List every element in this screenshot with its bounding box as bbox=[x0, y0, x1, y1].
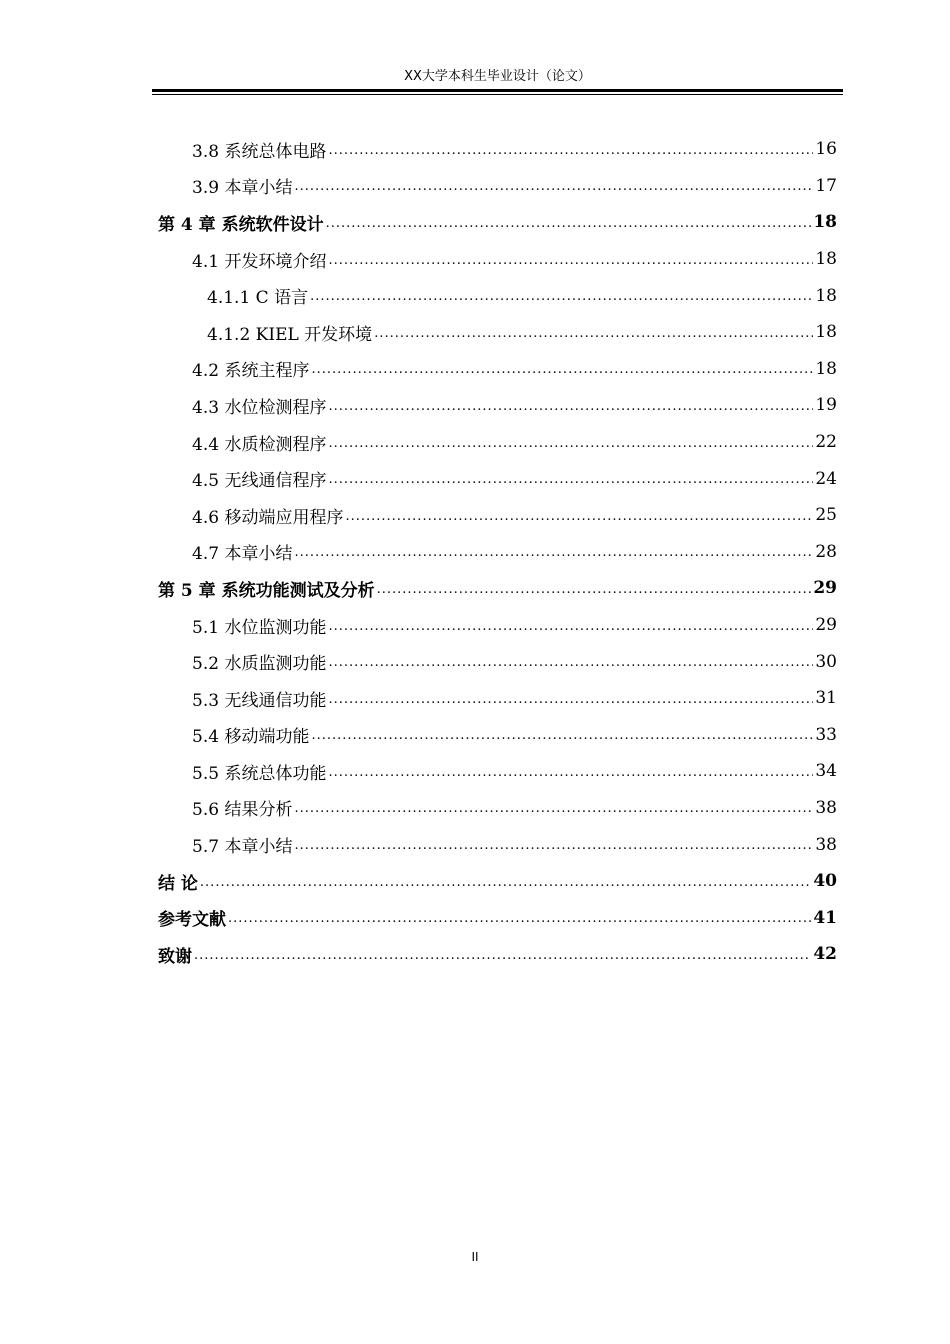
toc-entry[interactable] bbox=[158, 899, 837, 936]
toc-entry-page: 25 bbox=[815, 505, 837, 526]
toc-entry-page: 18 bbox=[815, 358, 837, 379]
page-header-title: XX大学本科生毕业设计（论文） bbox=[404, 69, 591, 84]
toc-entry-label: 第 5 章 系统功能测试及分析 bbox=[158, 580, 375, 601]
toc-entry-page: 34 bbox=[815, 761, 837, 782]
toc-dot-leader bbox=[194, 948, 811, 963]
toc-entry[interactable] bbox=[158, 131, 837, 168]
toc-entry-label: 4.1 开发环境介绍 bbox=[192, 251, 327, 272]
toc-entry-page: 28 bbox=[815, 541, 837, 562]
toc-entry[interactable] bbox=[158, 168, 837, 205]
toc-entry-label: 5.3 无线通信功能 bbox=[192, 690, 327, 711]
toc-entry[interactable] bbox=[158, 717, 837, 754]
toc-entry-page: 38 bbox=[815, 834, 837, 855]
toc-entry[interactable] bbox=[158, 607, 837, 644]
toc-entry[interactable] bbox=[158, 387, 837, 424]
toc-entry-page: 29 bbox=[815, 615, 837, 636]
toc-dot-leader bbox=[328, 253, 813, 268]
toc-entry-label: 4.1.1 C 语言 bbox=[207, 288, 309, 309]
toc-entry-page: 33 bbox=[815, 724, 837, 745]
toc-dot-leader bbox=[328, 619, 813, 634]
toc-entry-label: 第 4 章 系统软件设计 bbox=[158, 214, 324, 235]
toc-dot-leader bbox=[310, 289, 813, 304]
toc-dot-leader bbox=[328, 472, 813, 487]
toc-entry-label: 4.4 水质检测程序 bbox=[192, 434, 327, 455]
toc-dot-leader bbox=[328, 399, 813, 414]
toc-entry[interactable] bbox=[158, 863, 837, 900]
toc-entry-page: 18 bbox=[815, 249, 837, 270]
table-of-contents bbox=[158, 131, 837, 973]
toc-entry-label: 4.7 本章小结 bbox=[192, 544, 293, 565]
toc-entry-page: 22 bbox=[815, 432, 837, 453]
toc-entry-label: 5.7 本章小结 bbox=[192, 837, 293, 858]
toc-entry[interactable] bbox=[158, 277, 837, 314]
toc-dot-leader bbox=[328, 436, 813, 451]
toc-entry[interactable] bbox=[158, 424, 837, 461]
toc-dot-leader bbox=[328, 655, 813, 670]
toc-entry-page: 41 bbox=[813, 907, 837, 928]
toc-entry-page: 42 bbox=[813, 944, 837, 965]
toc-dot-leader bbox=[311, 728, 813, 743]
toc-entry-label: 4.2 系统主程序 bbox=[192, 361, 310, 382]
toc-dot-leader bbox=[294, 801, 813, 816]
toc-entry-page: 18 bbox=[813, 212, 837, 233]
toc-entry[interactable] bbox=[158, 753, 837, 790]
toc-entry-page: 24 bbox=[815, 468, 837, 489]
toc-dot-leader bbox=[328, 143, 813, 158]
toc-dot-leader bbox=[200, 875, 811, 890]
toc-entry-page: 17 bbox=[815, 175, 837, 196]
toc-entry-label: 5.4 移动端功能 bbox=[192, 727, 310, 748]
toc-dot-leader bbox=[294, 545, 813, 560]
header-rule-thick bbox=[152, 89, 843, 92]
toc-dot-leader bbox=[377, 582, 812, 597]
toc-entry[interactable] bbox=[158, 826, 837, 863]
toc-entry-label: 5.5 系统总体功能 bbox=[192, 763, 327, 784]
toc-entry-page: 18 bbox=[815, 322, 837, 343]
toc-entry-label: 致谢 bbox=[158, 946, 192, 967]
toc-entry-page: 40 bbox=[813, 871, 837, 892]
header-rule-thin bbox=[152, 94, 843, 95]
toc-entry[interactable] bbox=[158, 460, 837, 497]
toc-entry-label: 4.3 水位检测程序 bbox=[192, 397, 327, 418]
toc-entry-page: 29 bbox=[813, 578, 837, 599]
toc-dot-leader bbox=[311, 362, 813, 377]
toc-entry[interactable] bbox=[158, 790, 837, 827]
toc-entry-label: 4.5 无线通信程序 bbox=[192, 471, 327, 492]
toc-dot-leader bbox=[328, 765, 813, 780]
toc-entry-page: 19 bbox=[815, 395, 837, 416]
toc-dot-leader bbox=[294, 838, 813, 853]
toc-dot-leader bbox=[374, 326, 813, 341]
toc-entry-page: 16 bbox=[815, 139, 837, 160]
toc-entry[interactable] bbox=[158, 241, 837, 278]
toc-entry[interactable] bbox=[158, 534, 837, 571]
toc-dot-leader bbox=[328, 692, 813, 707]
toc-entry[interactable] bbox=[158, 497, 837, 534]
toc-entry-label: 结 论 bbox=[158, 873, 198, 894]
toc-entry-label: 3.8 系统总体电路 bbox=[192, 141, 327, 162]
toc-entry[interactable] bbox=[158, 680, 837, 717]
toc-entry-label: 4.6 移动端应用程序 bbox=[192, 507, 344, 528]
toc-entry-page: 31 bbox=[815, 688, 837, 709]
page-number: II bbox=[471, 1250, 479, 1264]
toc-entry[interactable] bbox=[158, 936, 837, 973]
toc-dot-leader bbox=[228, 911, 811, 926]
toc-entry[interactable] bbox=[158, 643, 837, 680]
toc-entry-page: 30 bbox=[815, 651, 837, 672]
toc-entry-label: 5.2 水质监测功能 bbox=[192, 654, 327, 675]
toc-entry[interactable] bbox=[158, 351, 837, 388]
toc-entry-label: 3.9 本章小结 bbox=[192, 178, 293, 199]
toc-entry[interactable] bbox=[158, 204, 837, 241]
toc-entry-page: 18 bbox=[815, 285, 837, 306]
toc-entry-label: 参考文献 bbox=[158, 910, 226, 931]
toc-entry-page: 38 bbox=[815, 797, 837, 818]
toc-entry-label: 5.1 水位监测功能 bbox=[192, 617, 327, 638]
toc-entry-label: 4.1.2 KIEL 开发环境 bbox=[207, 324, 373, 345]
toc-dot-leader bbox=[294, 179, 813, 194]
toc-entry[interactable] bbox=[158, 314, 837, 351]
toc-dot-leader bbox=[345, 509, 813, 524]
toc-entry-label: 5.6 结果分析 bbox=[192, 800, 293, 821]
toc-dot-leader bbox=[326, 216, 812, 231]
toc-entry[interactable] bbox=[158, 570, 837, 607]
